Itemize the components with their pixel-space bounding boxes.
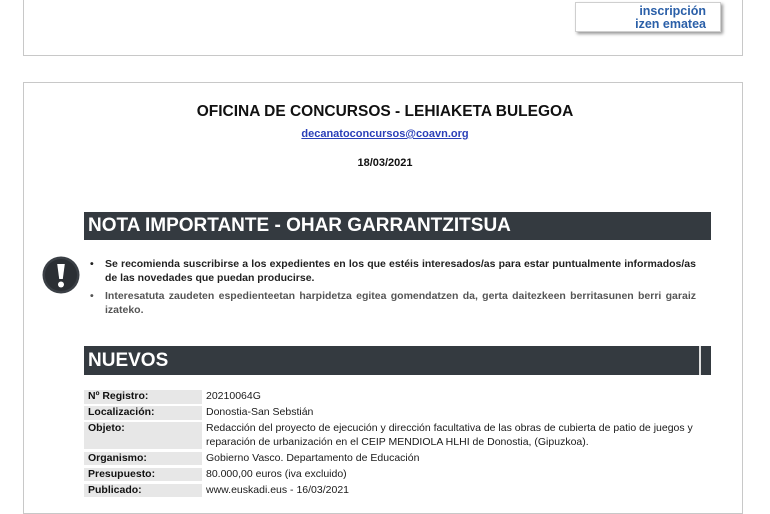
record-label: Organismo: <box>84 452 202 466</box>
nuevos-heading-text: NUEVOS <box>88 350 169 371</box>
record-row-objeto <box>84 422 711 449</box>
record-value: www.euskadi.eus - 16/03/2021 <box>206 483 350 496</box>
exclamation-icon <box>42 256 80 294</box>
record-label: Localización: <box>84 406 202 420</box>
record-table <box>84 390 711 500</box>
heading-edge <box>699 346 701 375</box>
record-label: Nº Registro: <box>84 390 202 404</box>
issue-date: 18/03/2021 <box>357 157 413 169</box>
record-row-organismo <box>84 452 711 466</box>
signup-label-eu: izen ematea <box>635 17 706 31</box>
office-email <box>0 128 770 140</box>
record-value: Gobierno Vasco. Departamento de Educación <box>206 451 420 464</box>
signup-label-es: inscripción <box>639 4 706 18</box>
notice-heading: NOTA IMPORTANTE - OHAR GARRANTZITSUA <box>84 212 711 240</box>
record-label: Publicado: <box>84 484 202 498</box>
record-value: Donostia-San Sebstián <box>206 406 314 418</box>
record-value: 20210064G <box>206 390 261 402</box>
record-row-registro <box>84 390 711 404</box>
record-row-presupuesto <box>84 468 711 482</box>
notice-item-es: • Se recomienda suscribirse a los expedientes en los que estéis interesados/as para estar puntualmente informados/as de las novedades que puedan producirse. <box>88 258 696 285</box>
signup-button[interactable] <box>575 2 721 32</box>
office-title: OFICINA DE CONCURSOS - LEHIAKETA BULEGOA <box>196 103 574 120</box>
email-link[interactable]: decanatoconcursos@coavn.org <box>301 128 469 140</box>
nuevos-heading <box>84 346 711 375</box>
notice-list <box>88 258 696 322</box>
record-value: 80.000,00 euros (iva excluido) <box>206 467 347 480</box>
record-label: Objeto: <box>84 422 202 449</box>
record-row-localizacion <box>84 406 711 420</box>
record-label: Presupuesto: <box>84 468 202 482</box>
record-row-publicado <box>84 484 711 498</box>
notice-item-eu: • Interesatuta zaudeten espedienteetan harpidetza egitea gomendatzen da, gerta daitezkeen berritasunen berri garaiz izateko. <box>88 290 696 317</box>
record-value: Redacción del proyecto de ejecución y dirección facultativa de las obras de cubierta de patio de juegos y reparación de urbanización en el CEIP MENDIOLA HLHI de Donostia, (Gipuzkoa). <box>206 422 693 448</box>
